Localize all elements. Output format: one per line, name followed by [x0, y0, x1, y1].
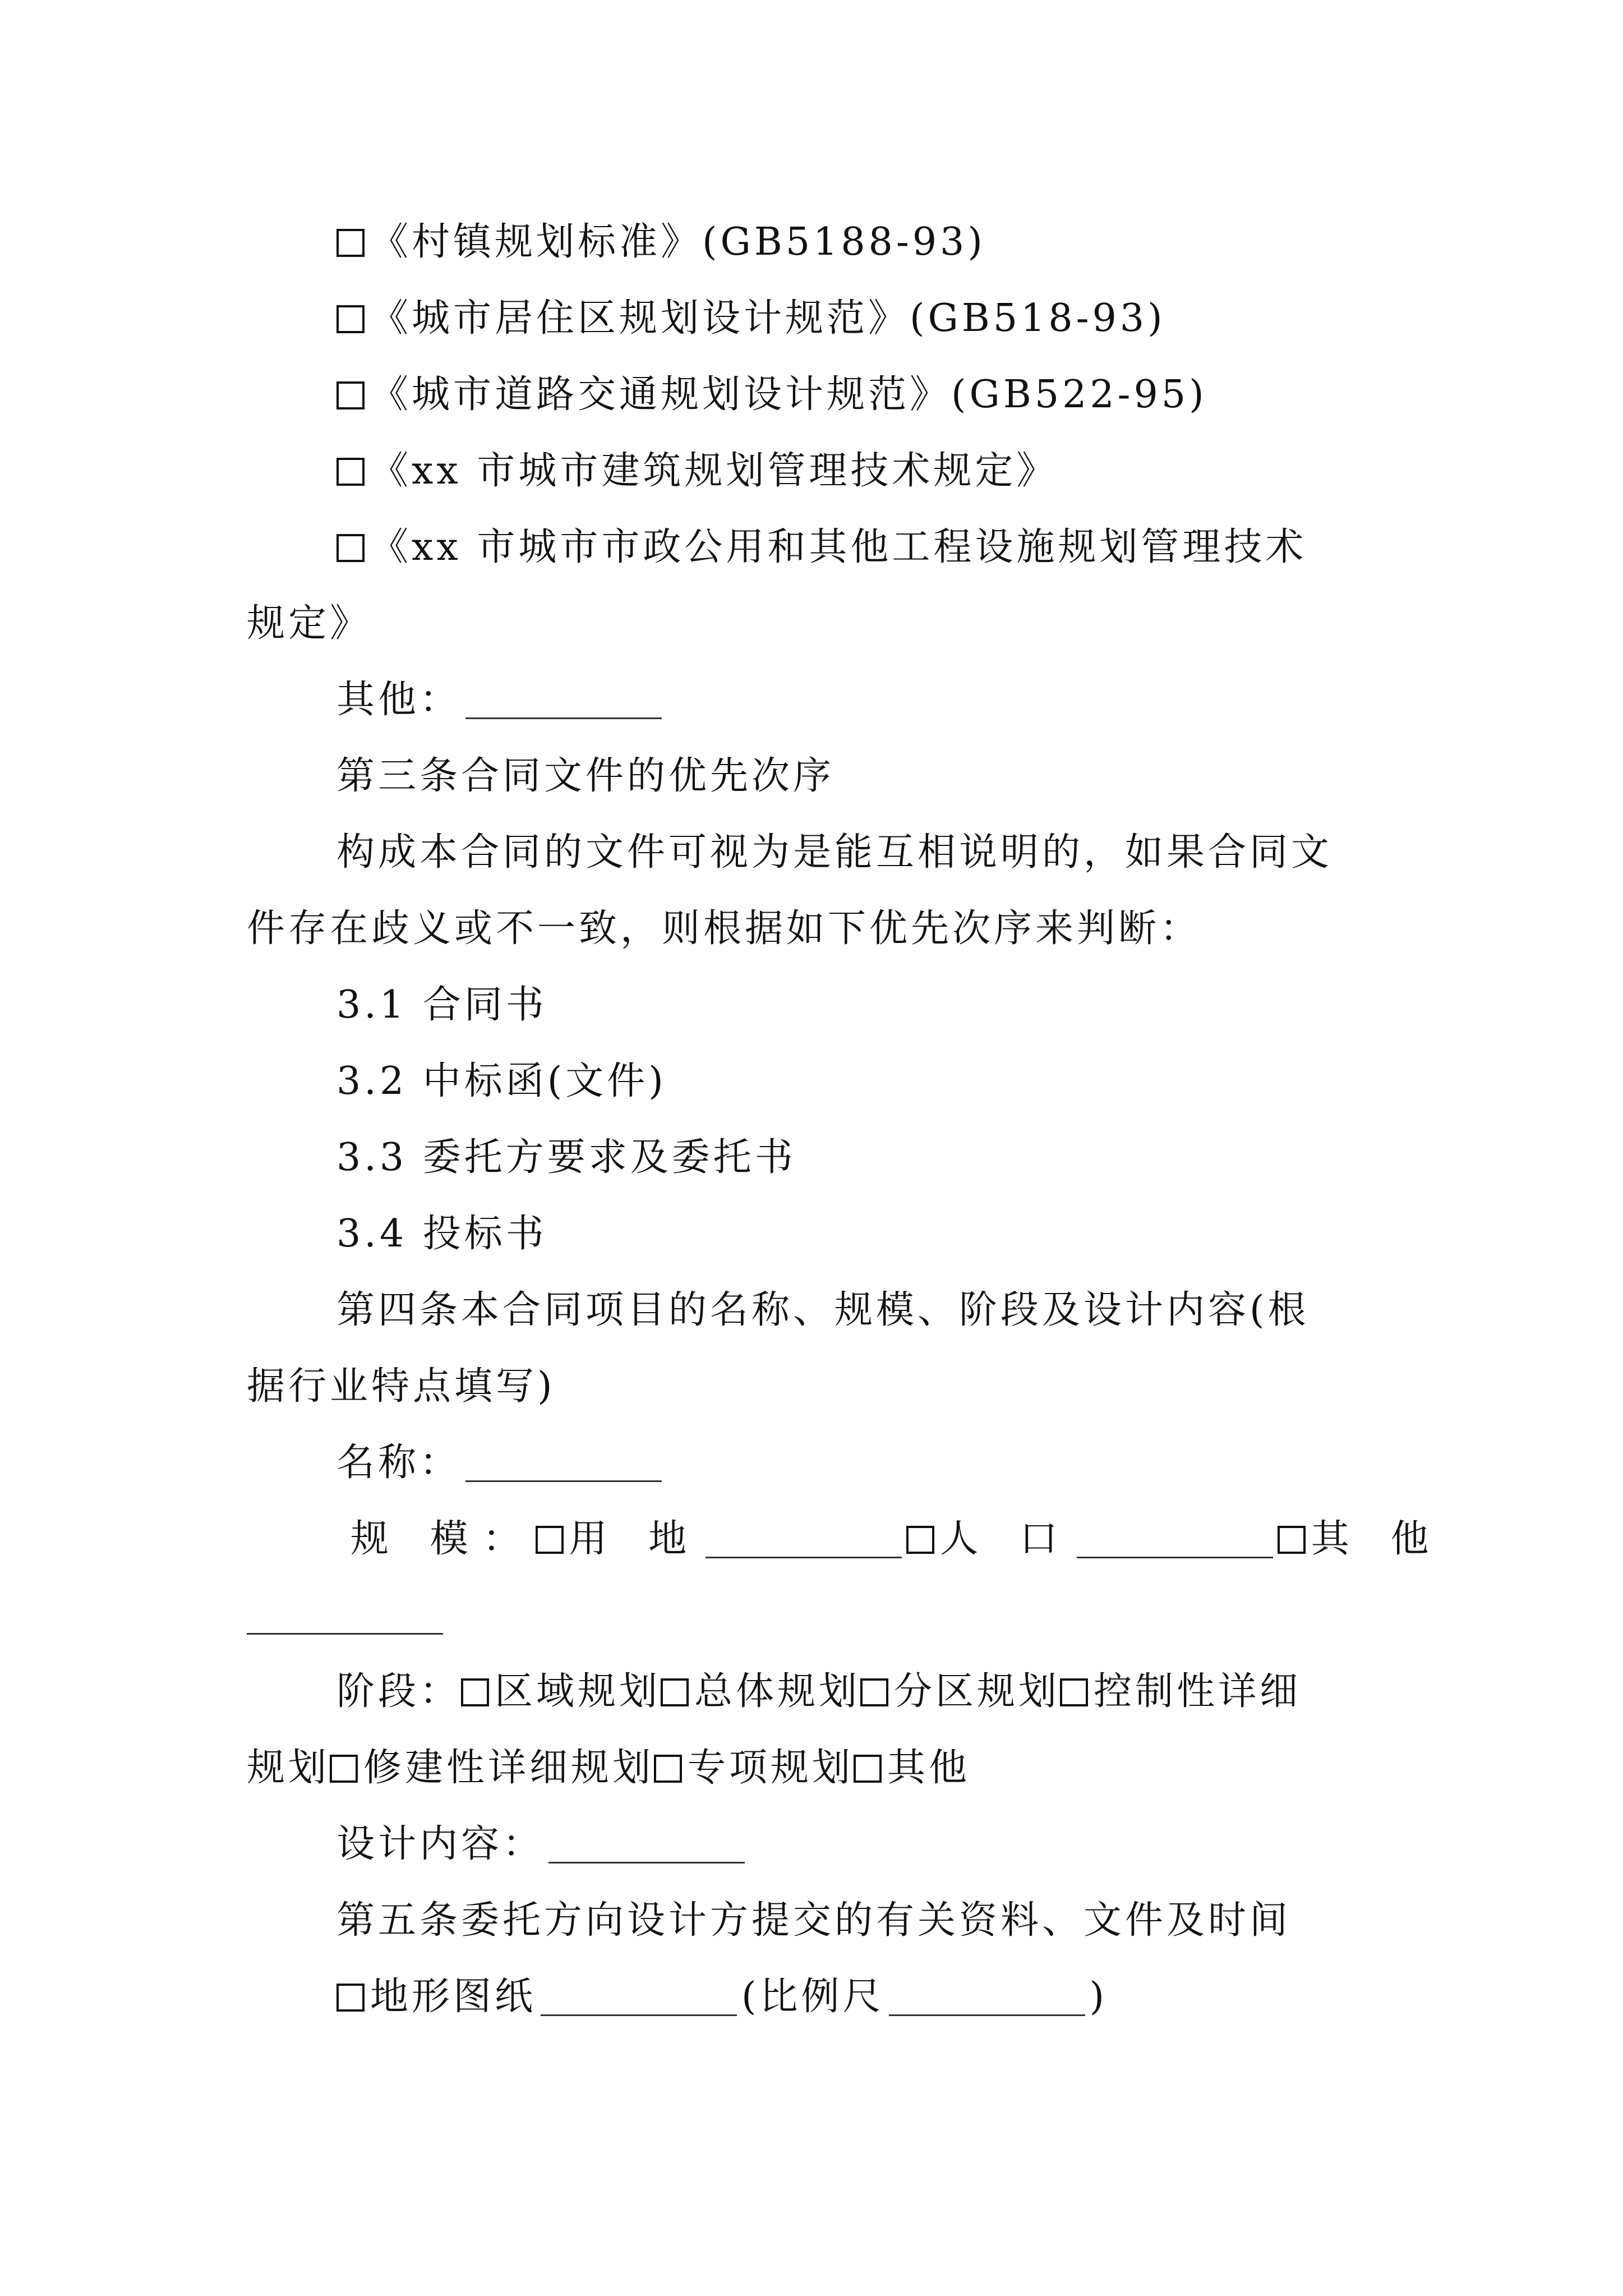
other-blank[interactable]: [465, 684, 662, 719]
priority-item: 3.4 投标书: [336, 1212, 547, 1256]
stage-option: 区域规划: [495, 1669, 661, 1714]
checkbox[interactable]: [336, 1984, 365, 2012]
topo-row: [336, 1970, 1469, 2024]
standard-item: [336, 215, 1469, 269]
stage-label: 阶段：: [336, 1669, 462, 1714]
checkbox[interactable]: [860, 1678, 888, 1706]
scale-label: 规 模：: [351, 1517, 536, 1561]
standard-item: [336, 292, 1469, 346]
checkbox[interactable]: [330, 1755, 358, 1783]
checkbox[interactable]: [654, 1755, 682, 1783]
scale-ratio-close: ): [1089, 1975, 1108, 2019]
standard-title: 《城市居住区规划设计规范》(GB518-93): [370, 296, 1166, 341]
scale-ratio-label: (比例尺: [741, 1975, 884, 2019]
checkbox[interactable]: [336, 305, 365, 333]
checkbox[interactable]: [336, 229, 365, 257]
checkbox[interactable]: [661, 1678, 689, 1706]
stage-option: 修建性详细规划: [363, 1746, 654, 1790]
priority-item: 3.1 合同书: [336, 983, 547, 1027]
checkbox[interactable]: [1278, 1526, 1306, 1554]
topo-label: 地形图纸: [370, 1975, 537, 2019]
standard-item: [336, 521, 1469, 574]
standard-title: 《城市道路交通规划设计规范》(GB522-95): [370, 372, 1207, 417]
stage-row: [336, 1665, 1469, 1719]
scale-row: [351, 1512, 1483, 1566]
checkbox[interactable]: [336, 458, 365, 486]
scale-other-blank[interactable]: [247, 1599, 443, 1635]
other-field: [336, 673, 1469, 727]
scale-land-blank[interactable]: [706, 1523, 902, 1558]
stage-option: 分区规划: [894, 1669, 1061, 1714]
scale-land-label: 用 地: [569, 1517, 702, 1561]
stage-row-continuation: [247, 1741, 1380, 1795]
scale-other-row: [247, 1589, 1380, 1642]
standard-title: 《xx 市城市市政公用和其他工程设施规划管理技术: [370, 525, 1307, 569]
article4-heading-continuation: 据行业特点填写): [247, 1364, 556, 1409]
topo-blank[interactable]: [541, 1981, 737, 2016]
name-label: 名称：: [336, 1441, 462, 1485]
checkbox[interactable]: [536, 1526, 564, 1554]
name-field: [336, 1436, 1469, 1490]
content-field: [336, 1818, 1469, 1871]
priority-item: 3.3 委托方要求及委托书: [336, 1135, 796, 1180]
article3-heading: 第三条合同文件的优先次序: [336, 754, 835, 798]
article3-intro-continuation: 件存在歧义或不一致，则根据如下优先次序来判断：: [247, 907, 1202, 951]
article4-heading: 第四条本合同项目的名称、规模、阶段及设计内容(根: [336, 1288, 1310, 1332]
stage-option: 控制性详细: [1094, 1669, 1302, 1714]
checkbox[interactable]: [854, 1755, 882, 1783]
content-label: 设计内容：: [336, 1822, 545, 1866]
checkbox[interactable]: [1060, 1678, 1088, 1706]
name-blank[interactable]: [465, 1447, 662, 1482]
priority-item: 3.2 中标函(文件): [336, 1059, 667, 1103]
article3-intro: 构成本合同的文件可视为是能互相说明的，如果合同文: [336, 830, 1333, 875]
scale-other-label: 其 他: [1311, 1517, 1444, 1561]
stage-option: 其他: [887, 1746, 971, 1790]
other-label: 其他：: [336, 678, 462, 722]
checkbox[interactable]: [906, 1526, 934, 1554]
standard-title-continuation: 规定》: [247, 601, 372, 646]
stage-option-continuation: 规划: [247, 1746, 330, 1790]
content-blank[interactable]: [548, 1828, 745, 1864]
standard-item: [336, 444, 1469, 498]
checkbox[interactable]: [336, 381, 365, 409]
standard-title: 《xx 市城市建筑规划管理技术规定》: [370, 449, 1058, 493]
scale-ratio-blank[interactable]: [889, 1981, 1085, 2016]
scale-population-label: 人 口: [940, 1517, 1072, 1561]
checkbox[interactable]: [336, 534, 365, 562]
standard-item: [336, 368, 1469, 422]
stage-option: 总体规划: [694, 1669, 861, 1714]
checkbox[interactable]: [461, 1678, 489, 1706]
standard-title: 《村镇规划标准》(GB5188-93): [370, 220, 986, 264]
article5-heading: 第五条委托方向设计方提交的有关资料、文件及时间: [336, 1898, 1292, 1943]
stage-option: 专项规划: [688, 1746, 854, 1790]
scale-population-blank[interactable]: [1077, 1523, 1273, 1558]
